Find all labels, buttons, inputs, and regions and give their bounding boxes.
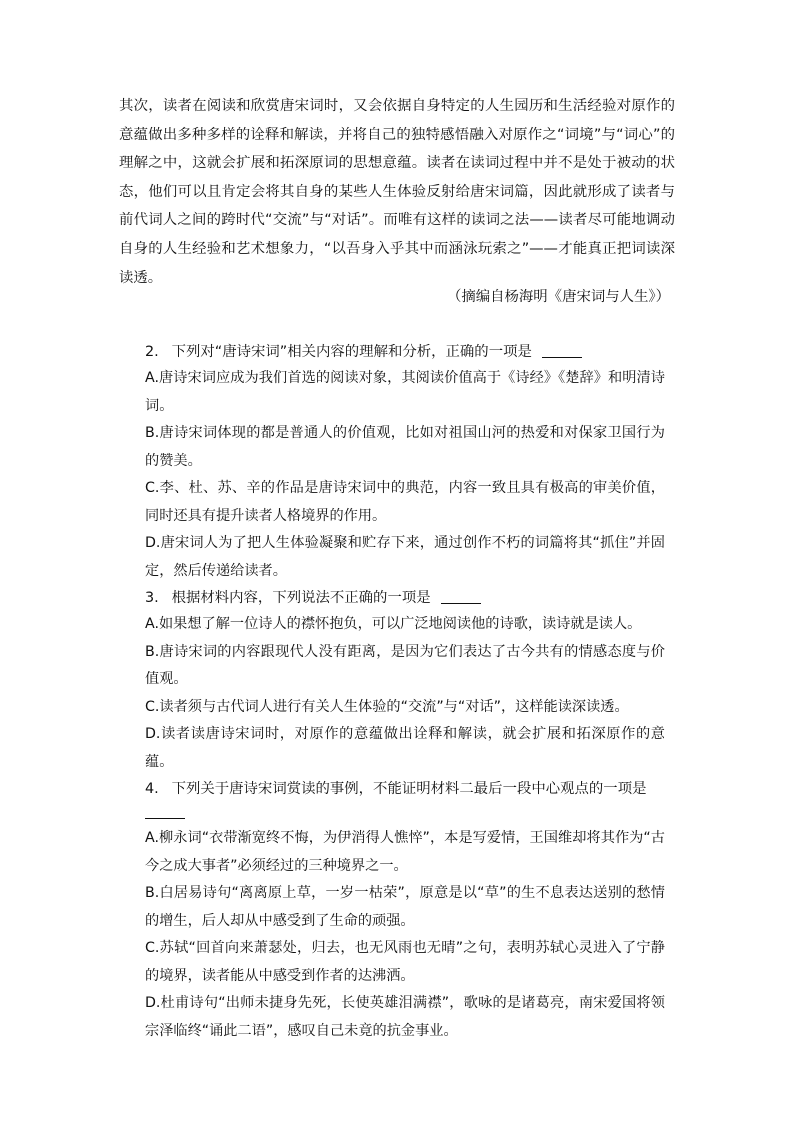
question-text: 根据材料内容，下列说法不正确的一项是 (171, 590, 431, 606)
question-number: 2. (145, 344, 159, 360)
option-c[interactable]: C.苏轼“回首向来萧瑟处，归去，也无风雨也无晴”之句，表明苏轼心灵进入了宁静的境界，读者能从中感受到作者的达沸洒。 (145, 940, 665, 984)
passage-paragraph: 其次，读者在阅读和欣赏唐宋词时，又会依据自身特定的人生园历和生活经验对原作的意蕴做出多种多样的诠释和解读，并将自己的独特感悟融入对原作之“词境”与“词心”的理解之中，这就会扩展和拓深原词的思想意蕴。读者在读词过程中并不是处于被动的状态，他们可以且肯定会将其自身的某些人生体验反射给唐宋词篇，因此就形成了读者与前代词人之间的跨时代“交流”与“对话”。而唯有这样的读词之法——读者尽可能地调动自身的人生经验和艺术想象力，“以吾身入乎其中而涵泳玩索之”——才能真正把词读深读透。 (119, 98, 675, 286)
question-4 (145, 776, 665, 1045)
question-list (145, 339, 665, 1045)
option-b[interactable]: B.白居易诗句“离离原上草，一岁一枯荣”，原意是以“草”的生不息表达送别的愁情的增生，后人却从中感受到了生命的顽强。 (145, 885, 665, 929)
option-d[interactable]: D.读者读唐诗宋词时，对原作的意蕴做出诠释和解读，就会扩展和拓深原作的意蕴。 (145, 726, 665, 770)
question-2 (145, 339, 665, 585)
question-stem (145, 339, 665, 365)
option-b[interactable]: B.唐诗宋词的内容跟现代人没有距离，是因为它们表达了古今共有的情感态度与价值观。 (145, 643, 665, 687)
option-b[interactable]: B.唐诗宋词体现的都是普通人的价值观，比如对祖国山河的热爱和对保家卫国行为的赞美。 (145, 425, 665, 469)
answer-blank[interactable] (145, 802, 185, 819)
option-d[interactable]: D.唐宋词人为了把人生体验凝聚和贮存下来，通过创作不朽的词篇将其“抓住”并固定，然后传递给读者。 (145, 535, 665, 579)
question-stem (145, 776, 665, 802)
question-3 (145, 585, 665, 776)
question-number: 4. (145, 781, 159, 797)
option-c[interactable]: C.李、杜、苏、辛的作品是唐诗宋词中的典范，内容一致且具有极高的审美价值，同时还具有提升读者人格境界的作用。 (145, 480, 665, 524)
answer-blank[interactable] (542, 343, 582, 358)
option-a[interactable]: A.如果想了解一位诗人的襟怀抱负，可以广泛地阅读他的诗歌，读诗就是读人。 (145, 616, 642, 632)
option-c[interactable]: C.读者须与古代词人进行有关人生体验的“交流”与“对话”，这样能读深读透。 (145, 698, 629, 715)
question-stem (145, 585, 665, 611)
option-d[interactable]: D.杜甫诗句“出师未捷身先死，长使英雄泪满襟”，歌咏的是诸葛亮，南宋爱国将领宗泽临终“诵此二语”，感叹自己未竟的抗金事业。 (145, 995, 665, 1039)
option-a[interactable]: A.柳永词“衣带渐宽终不悔，为伊消得人憔悴”，本是写爱情，王国维却将其作为“古今之成大事者”必须经过的三种境界之一。 (145, 830, 665, 874)
question-number: 3. (145, 590, 159, 606)
passage-source: （摘编自杨海明《唐宋词与人生》） (446, 289, 670, 305)
question-text: 下列关于唐诗宋词赏读的事例，不能证明材料二最后一段中心观点的一项是 (171, 781, 647, 797)
answer-blank[interactable] (441, 589, 481, 604)
option-a[interactable]: A.唐诗宋词应成为我们首选的阅读对象，其阅读价值高于《诗经》《楚辞》和明清诗词。 (145, 370, 665, 414)
question-text: 下列对“唐诗宋词”相关内容的理解和分析，正确的一项是 (171, 344, 532, 360)
